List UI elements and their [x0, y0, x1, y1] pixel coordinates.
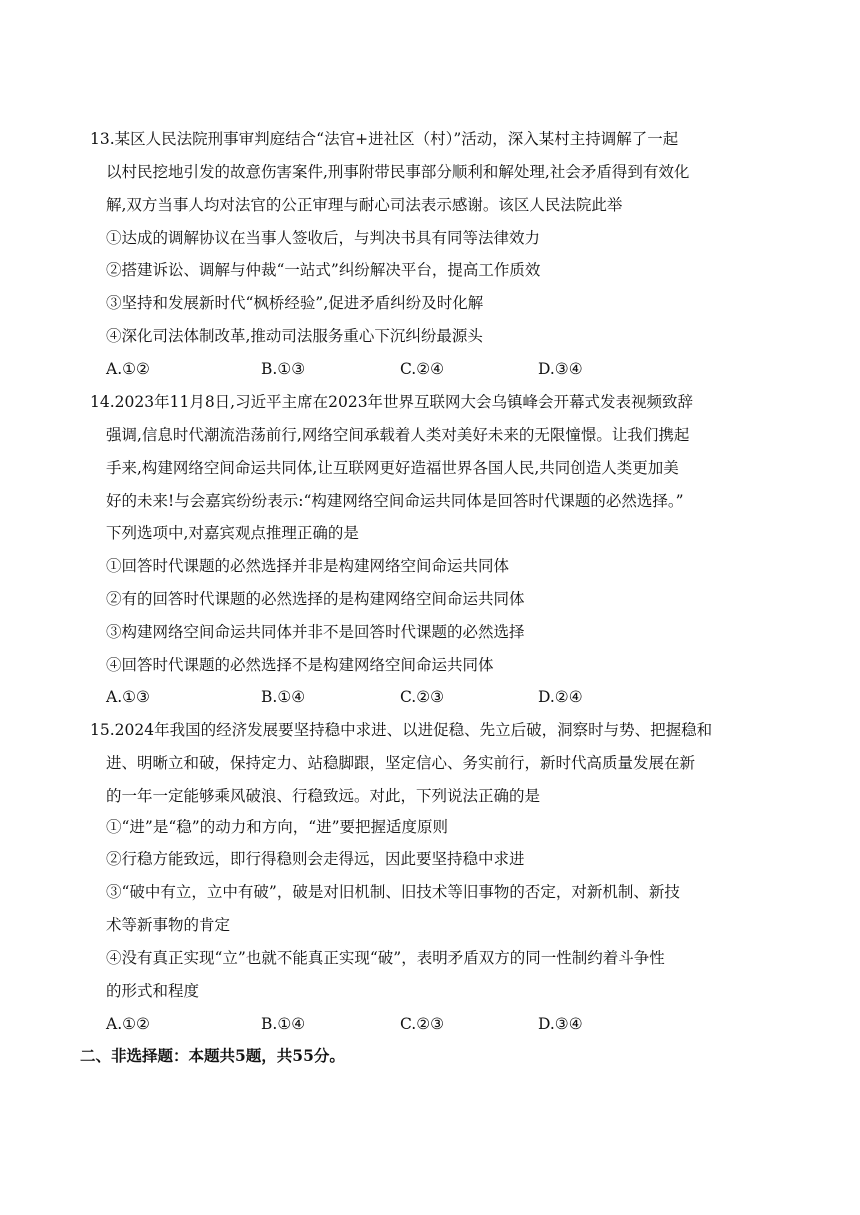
- question-14-option-2: ②有的回答时代课题的必然选择的是构建网络空间命运共同体: [106, 590, 525, 608]
- question-13-option-4: ④深化司法体制改革,推动司法服务重心下沉纠纷最源头: [106, 327, 483, 345]
- question-13-option-3: ③坚持和发展新时代“枫桥经验”,促进矛盾纠纷及时化解: [106, 294, 484, 312]
- question-15-answer-c: C.②③: [400, 1015, 445, 1033]
- question-15-stem-line-2: 进、明晰立和破，保持定力、站稳脚跟，坚定信心、务实前行，新时代高质量发展在新: [106, 754, 696, 772]
- question-14-answer-a: A.①③: [106, 688, 150, 706]
- question-15-option-3: ③“破中有立，立中有破”，破是对旧机制、旧技术等旧事物的否定，对新机制、新技: [106, 883, 680, 901]
- question-14-stem-line-4: 好的未来!与会嘉宾纷纷表示:“构建网络空间命运共同体是回答时代课题的必然选择。”: [106, 492, 684, 510]
- question-14-stem-line-3: 手来,构建网络空间命运共同体,让互联网更好造福世界各国人民,共同创造人类更加美: [106, 459, 679, 477]
- question-13-answer-c: C.②④: [400, 360, 445, 378]
- question-15-option-1: ①“进”是“稳”的动力和方向，“进”要把握适度原则: [106, 818, 449, 836]
- question-13-option-1: ①达成的调解协议在当事人签收后，与判决书具有同等法律效力: [106, 229, 541, 247]
- question-13-option-2: ②搭建诉讼、调解与仲裁“一站式”纠纷解决平台，提高工作质效: [106, 261, 541, 279]
- question-15-option-2: ②行稳方能致远，即行得稳则会走得远，因此要坚持稳中求进: [106, 850, 525, 868]
- question-14-stem-line-5: 下列选项中,对嘉宾观点推理正确的是: [106, 524, 359, 542]
- question-14-answer-c: C.②③: [400, 688, 445, 706]
- question-14-option-1: ①回答时代课题的必然选择并非是构建网络空间命运共同体: [106, 557, 510, 575]
- question-13-answer-b: B.①③: [261, 360, 306, 378]
- question-14-option-3: ③构建网络空间命运共同体并非不是回答时代课题的必然选择: [106, 623, 525, 641]
- question-13-answer-a: A.①②: [106, 360, 150, 378]
- question-15-option-4: ④没有真正实现“立”也就不能真正实现“破”，表明矛盾双方的同一性制约着斗争性: [106, 949, 665, 967]
- question-14-option-4: ④回答时代课题的必然选择不是构建网络空间命运共同体: [106, 656, 494, 674]
- question-15-stem-line-3: 的一年一定能够乘风破浪、行稳致远。对此，下列说法正确的是: [106, 787, 541, 805]
- question-15-stem-line-1: 15.2024年我国的经济发展要坚持稳中求进、以进促稳、先立后破，洞察时与势、把握稳和: [90, 721, 713, 739]
- question-15-answer-d: D.③④: [538, 1015, 583, 1033]
- question-15-option-3-cont: 术等新事物的肯定: [106, 916, 231, 934]
- question-13-answer-d: D.③④: [538, 360, 583, 378]
- question-14-answer-b: B.①④: [261, 688, 306, 706]
- question-15-answer-b: B.①④: [261, 1015, 306, 1033]
- question-14-stem-line-1: 14.2023年11月8日,习近平主席在2023年世界互联网大会乌镇峰会开幕式发表视频致辞: [90, 393, 694, 411]
- question-15-option-4-cont: 的形式和程度: [106, 982, 200, 1000]
- question-15-answer-a: A.①②: [106, 1015, 150, 1033]
- question-14-stem-line-2: 强调,信息时代潮流浩荡前行,网络空间承载着人类对美好未来的无限憧憬。让我们携起: [106, 426, 690, 444]
- question-14-answer-d: D.②④: [538, 688, 583, 706]
- section-2-heading: 二、非选择题：本题共5题，共55分。: [80, 1046, 345, 1065]
- question-13-stem-line-3: 解,双方当事人均对法官的公正审理与耐心司法表示感谢。该区人民法院此举: [106, 196, 623, 214]
- question-13-stem-line-1: 13.某区人民法院刑事审判庭结合“法官+进社区（村）”活动，深入某村主持调解了一起: [90, 130, 679, 148]
- question-13-stem-line-2: 以村民挖地引发的故意伤害案件,刑事附带民事部分顺利和解处理,社会矛盾得到有效化: [106, 163, 690, 181]
